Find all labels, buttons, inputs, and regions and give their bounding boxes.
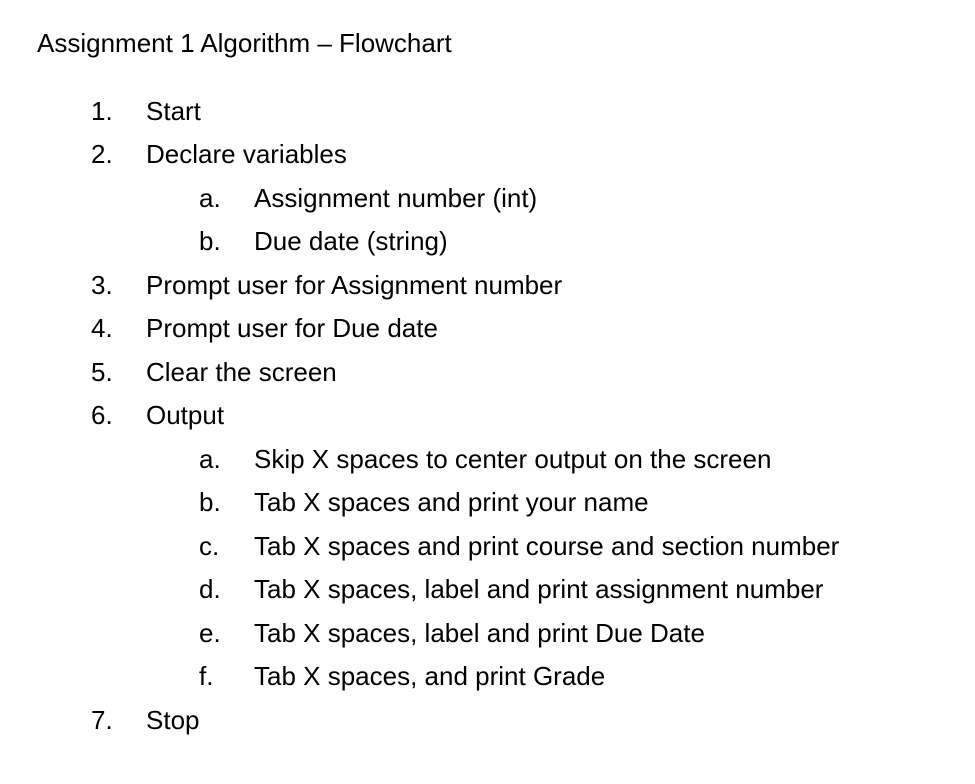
substep-text: Tab X spaces, label and print Due Date [254,618,705,648]
step-number: 4. [91,313,113,343]
step-number: 2. [91,139,113,169]
substep-letter: c. [199,531,220,561]
step-text: Prompt user for Due date [146,313,438,343]
step-number: 6. [91,400,113,430]
substep-letter: a. [199,444,221,474]
substep-text: Tab X spaces, and print Grade [254,661,606,691]
substep-text: Tab X spaces and print your name [254,487,649,517]
substep-letter: d. [199,574,221,604]
substep-text: Tab X spaces and print course and section number [254,531,840,561]
substep-letter: f. [199,661,214,691]
step-number: 3. [91,270,113,300]
substep-letter: b. [199,226,221,256]
substep-text: Due date (string) [254,226,448,256]
step-text: Clear the screen [146,357,337,387]
step-text: Declare variables [146,139,347,169]
document-title: Assignment 1 Algorithm – Flowchart [37,28,452,58]
step-text: Start [146,96,201,126]
substep-letter: a. [199,183,221,213]
step-text: Prompt user for Assignment number [146,270,563,300]
substep-text: Tab X spaces, label and print assignment number [254,574,824,604]
step-number: 1. [91,96,113,126]
step-text: Output [146,400,225,430]
substep-text: Skip X spaces to center output on the screen [254,444,772,474]
substep-letter: b. [199,487,221,517]
step-number: 5. [91,357,113,387]
substep-letter: e. [199,618,221,648]
step-number: 7. [91,705,113,735]
substep-text: Assignment number (int) [254,183,538,213]
step-text: Stop [146,705,200,735]
